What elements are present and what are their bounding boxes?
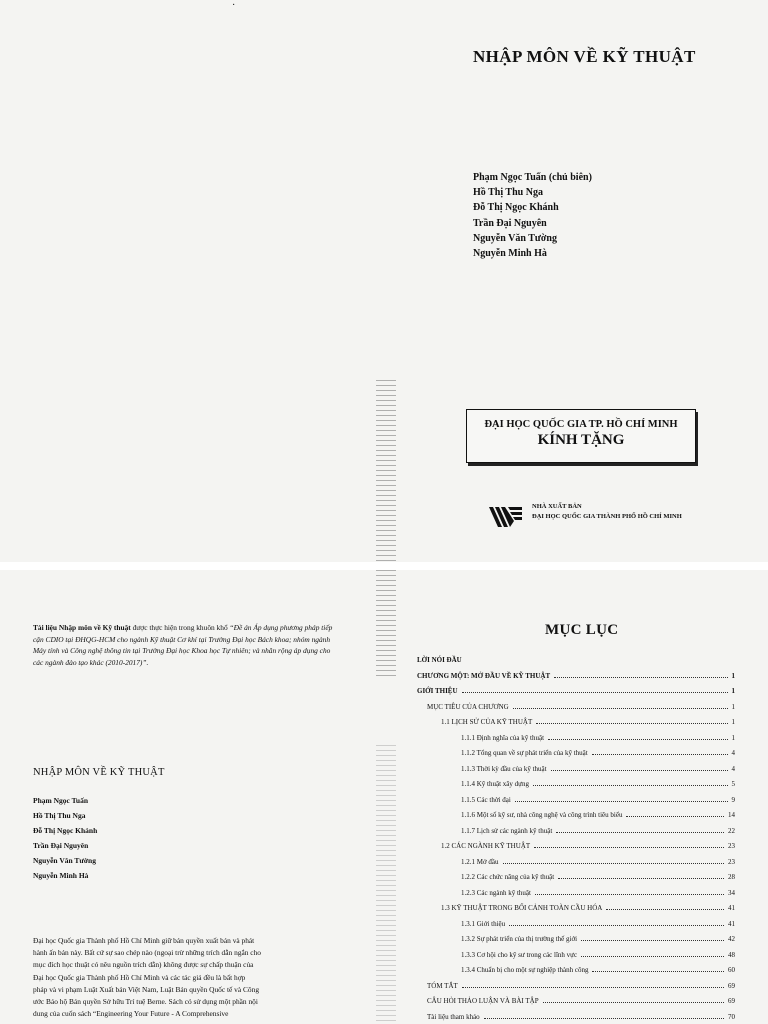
toc-entry — [417, 978, 735, 990]
page-divider — [0, 562, 768, 570]
toc-page-number: 42 — [728, 935, 735, 943]
toc-page-number: 4 — [731, 749, 735, 757]
copyright-line: Đại học Quốc gia Thành phố Hồ Chí Minh và các tác giả đều là bất hợp — [33, 972, 246, 982]
toc-leader-dots — [509, 924, 724, 926]
toc-page-number: 69 — [728, 997, 735, 1005]
toc-entry-label: 1.1.2 Tổng quan về sự phát triển của kỹ thuật — [461, 749, 588, 757]
toc-entry — [417, 761, 735, 773]
toc-leader-dots — [592, 970, 724, 972]
toc-page-number: 69 — [728, 981, 735, 990]
toc-entry — [417, 776, 735, 788]
toc-entry-label: 1.3.3 Cơ hội cho kỹ sư trong các lĩnh vực — [461, 950, 578, 959]
toc-page-number: 23 — [728, 857, 735, 866]
toc-entry-label: CÂU HỎI THẢO LUẬN VÀ BÀI TẬP — [427, 997, 539, 1005]
toc-entry — [417, 699, 735, 711]
toc-entry — [417, 900, 735, 912]
toc-entry-label: 1.2 CÁC NGÀNH KỸ THUẬT — [441, 842, 531, 850]
toc-entry-label: CHƯƠNG MỘT: MỞ ĐẦU VỀ KỸ THUẬT — [417, 671, 551, 680]
author-name: Trần Đại Nguyên — [473, 217, 547, 229]
toc-page-number: 1 — [731, 733, 735, 742]
inner-spread — [0, 570, 768, 1024]
toc-entry-label: TÓM TẮT — [427, 981, 458, 990]
intro-project: “Đề án Áp dụng phương pháp tiếp cận CDIO tại ĐHQG-HCM cho ngành Kỹ thuật Cơ khí tại Trường Đại học Bách khoa; nhóm ngành Máy tính và Công nghệ thông tin tại Trường Đại học Khoa học Tự nhiên; và nhân rộng áp dụng cho các ngành đào tạo khác (2010-2017)”. — [33, 623, 333, 667]
toc-leader-dots — [535, 893, 724, 895]
publisher-line: NHÀ XUẤT BẢN — [532, 503, 582, 510]
toc-leader-dots — [462, 986, 724, 988]
toc-entry — [417, 792, 735, 804]
author-name: Đỗ Thị Ngọc Khánh — [33, 826, 98, 836]
intro-paragraph — [33, 622, 333, 668]
toc-leader-dots — [484, 1017, 724, 1019]
toc-page-number: 1 — [731, 702, 735, 711]
toc-page-number: 60 — [728, 966, 735, 974]
author-name: Phạm Ngọc Tuấn (chủ biên) — [473, 172, 592, 183]
toc-leader-dots — [513, 707, 728, 709]
toc-entry-label: 1.1.5 Các thời đại — [461, 795, 511, 804]
toc-entry-label: 1.2.3 Các ngành kỹ thuật — [461, 888, 531, 897]
toc-entry-label: 1.1.1 Định nghĩa của kỹ thuật — [461, 733, 545, 742]
toc-leader-dots — [533, 784, 728, 786]
toc-entry-label: 1.1.7 Lịch sử các ngành kỹ thuật — [461, 826, 553, 835]
author-name: Nguyễn Minh Hà — [473, 248, 547, 260]
book-title: NHẬP MÔN VỀ KỸ THUẬT — [473, 47, 696, 66]
toc-entry — [417, 838, 735, 850]
toc-page-number: 41 — [728, 919, 735, 928]
publisher-line: ĐẠI HỌC QUỐC GIA THÀNH PHỐ HỒ CHÍ MINH — [532, 513, 682, 520]
toc-entry — [417, 916, 735, 928]
toc-page-number: 70 — [728, 1012, 735, 1021]
toc-entry-label: 1.3.1 Giới thiệu — [461, 919, 506, 928]
author-name: Nguyễn Văn Tường — [473, 232, 557, 244]
author-name: Phạm Ngọc Tuấn — [33, 796, 89, 805]
copyright-line: ước Bảo hộ Bản quyền Sở hữu Trí tuệ Berne. Sách có sử dụng một phần nội — [33, 997, 258, 1007]
binding-shadow — [376, 570, 396, 680]
author-name: Hồ Thị Thu Nga — [33, 811, 86, 821]
toc-entry-label: GIỚI THIỆU — [417, 687, 458, 695]
toc-entry-label: Tài liệu tham khảo — [427, 1012, 480, 1021]
toc-page-number: 4 — [731, 764, 735, 773]
binding-shadow — [376, 745, 396, 1024]
copyright-line: dung của cuốn sách “Engineering Your Future - A Comprehensive — [33, 1009, 229, 1019]
toc-entry — [417, 962, 735, 974]
author-list — [473, 170, 592, 261]
toc-page-number: 9 — [731, 795, 735, 804]
toc-entry — [417, 869, 735, 881]
toc-leader-dots — [534, 846, 724, 848]
toc-page-number: 34 — [728, 888, 735, 897]
toc-page-number: 23 — [728, 842, 735, 850]
page-mark: · — [232, 0, 236, 11]
copyright-notice — [33, 935, 333, 1020]
intro-lead: Tài liệu Nhập môn về Kỹ thuật — [33, 623, 131, 632]
toc-leader-dots — [543, 1001, 724, 1003]
toc-entry-label: MỤC TIÊU CỦA CHƯƠNG — [427, 702, 509, 711]
toc-page-number: 48 — [728, 950, 735, 959]
toc-leader-dots — [548, 738, 727, 740]
toc-entry-label: 1.1.6 Một số kỹ sư, nhà công nghệ và công trình tiêu biểu — [461, 811, 623, 819]
toc-leader-dots — [551, 769, 728, 771]
gift-stamp — [466, 409, 696, 463]
gift-stamp-text: KÍNH TẶNG — [537, 432, 625, 448]
author-name: Đỗ Thị Ngọc Khánh — [473, 202, 559, 214]
copyright-line: Đại học Quốc gia Thành phố Hồ Chí Minh giữ bản quyền xuất bản và phát — [33, 936, 255, 945]
toc-entry — [417, 730, 735, 742]
toc-entry-label: 1.1.3 Thời kỳ đầu của kỹ thuật — [461, 764, 547, 773]
toc-entry-label: 1.3.2 Sự phát triển của thị trường thế giới — [461, 935, 578, 943]
toc-leader-dots — [503, 862, 724, 864]
toc-entry — [417, 745, 735, 757]
toc-page-number: 1 — [731, 687, 735, 695]
toc-page-number: 14 — [728, 811, 735, 819]
imprint-authors — [33, 793, 97, 884]
toc-entry-label: LỜI NÓI ĐẦU — [417, 656, 462, 664]
author-name: Nguyễn Văn Tường — [33, 856, 96, 866]
intro-middle: được thực hiện trong khuôn khổ — [130, 623, 230, 632]
toc-heading: MỤC LỤC — [545, 622, 619, 638]
toc-page-number: 1 — [731, 671, 735, 680]
toc-leader-dots — [536, 722, 727, 724]
toc-entry — [417, 823, 735, 835]
toc-entry — [417, 993, 735, 1005]
toc-entry — [417, 854, 735, 866]
toc-entry — [417, 668, 735, 680]
author-name: Trần Đại Nguyên — [33, 841, 89, 851]
toc-entry — [417, 947, 735, 959]
toc-entry — [417, 931, 735, 943]
toc-leader-dots — [581, 939, 724, 941]
copyright-line: pháp và vi phạm Luật Xuất bản Việt Nam, Luật Bản quyền Quốc tế và Công — [33, 984, 260, 994]
toc-leader-dots — [554, 676, 727, 678]
toc-leader-dots — [556, 831, 724, 833]
toc-leader-dots — [626, 815, 724, 817]
toc-entry — [417, 683, 735, 695]
toc-page-number: 41 — [728, 904, 735, 912]
toc-entry — [417, 885, 735, 897]
toc-entry-label: 1.3 KỸ THUẬT TRONG BỐI CẢNH TOÀN CẦU HÓA — [441, 904, 603, 912]
toc-entry-label: 1.1.4 Kỹ thuật xây dựng — [461, 780, 529, 788]
imprint-title: NHẬP MÔN VỀ KỸ THUẬT — [33, 767, 165, 778]
toc-leader-dots — [581, 955, 724, 957]
toc-entry-label: 1.2.2 Các chức năng của kỹ thuật — [461, 873, 555, 881]
author-name: Hồ Thị Thu Nga — [473, 187, 543, 199]
gift-stamp-org: ĐẠI HỌC QUỐC GIA TP. HỒ CHÍ MINH — [484, 419, 678, 430]
binding-shadow — [376, 380, 396, 562]
toc-entry-label: 1.2.1 Mở đầu — [461, 857, 499, 866]
copyright-line: mục đích học thuật có nêu nguồn trích dẫn) không được sự chấp thuận của — [33, 960, 254, 970]
toc-entry — [417, 807, 735, 819]
toc-leader-dots — [606, 908, 724, 910]
toc-entry-label: 1.3.4 Chuẩn bị cho một sự nghiệp thành công — [461, 966, 589, 974]
toc-entry — [417, 1009, 735, 1021]
toc-leader-dots — [462, 691, 728, 693]
toc-page-number: 22 — [728, 826, 735, 835]
toc-page-number: 28 — [728, 873, 735, 881]
toc-leader-dots — [515, 800, 728, 802]
copyright-line: hành ấn bản này. Bất cứ sự sao chép nào (ngoại trừ những trích dẫn ngắn cho — [33, 948, 261, 958]
toc-leader-dots — [592, 753, 728, 755]
publisher-name — [532, 502, 682, 522]
toc-page-number: 1 — [731, 718, 735, 726]
toc-page-number: 5 — [731, 780, 735, 788]
toc-entry — [417, 714, 735, 726]
toc-leader-dots — [558, 877, 724, 879]
publisher-logo-icon — [488, 501, 524, 529]
author-name: Nguyễn Minh Hà — [33, 871, 89, 881]
toc-entry — [417, 652, 735, 664]
toc-entry-label: 1.1 LỊCH SỬ CỦA KỸ THUẬT — [441, 718, 533, 726]
